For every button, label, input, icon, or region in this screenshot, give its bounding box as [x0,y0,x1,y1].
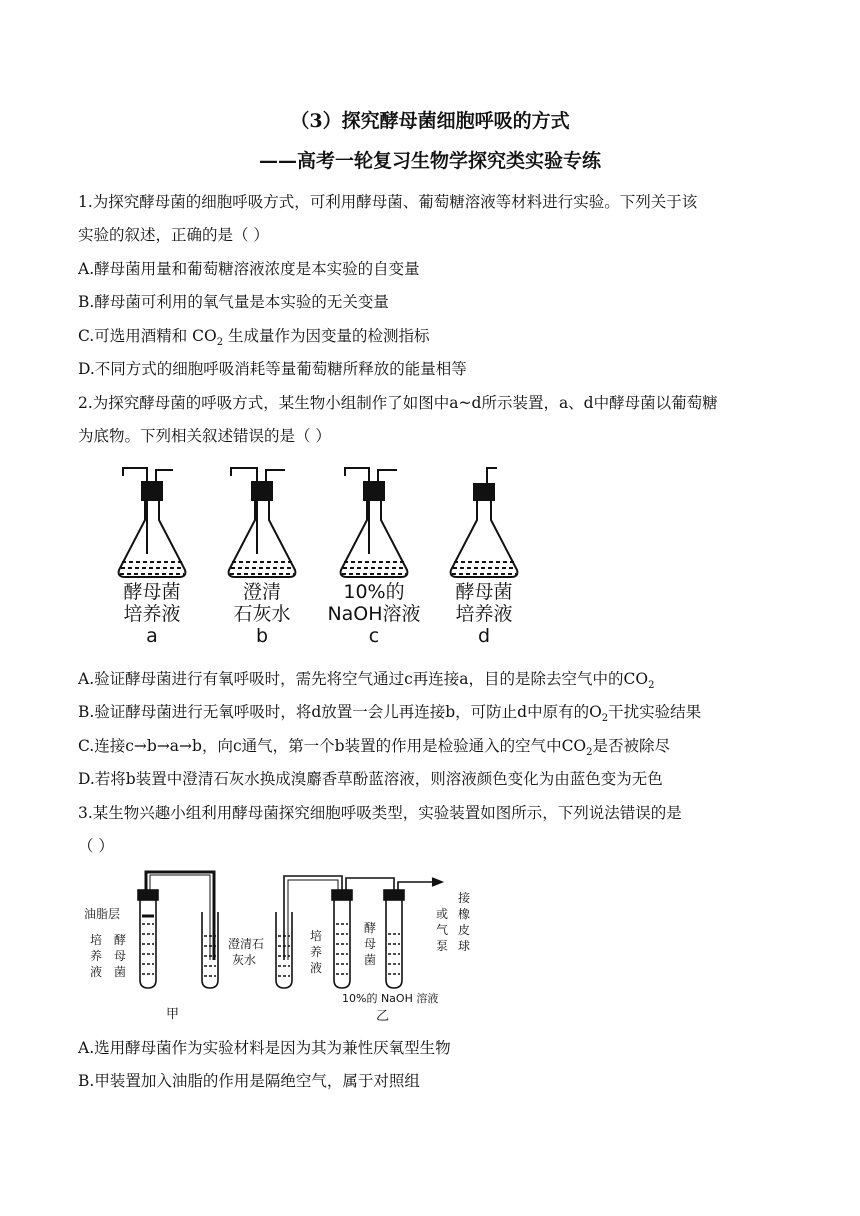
q1-option-a: A.酵母菌用量和葡萄糖溶液浓度是本实验的自变量 [78,260,420,278]
yeast-left-char1: 酵 [114,933,127,947]
lime-water-label1: 澄清石 [228,937,265,951]
flask-d-label2: 培养液 [455,603,513,625]
q3-option-b: B.甲装置加入油脂的作用是隔绝空气，属于对照组 [78,1072,420,1090]
q2-flasks-figure [105,462,545,650]
flask-a-label1: 酵母菌 [123,581,181,603]
flask-b-label1: 澄清 [242,581,282,603]
flask-b-label2: 石灰水 [233,603,291,625]
oil-layer-label: 油脂层 [84,907,121,921]
page-subtitle: ——高考一轮复习生物学探究类实验专练 [258,150,601,172]
q1-option-d: D.不同方式的细胞呼吸消耗等量葡萄糖所释放的能量相等 [78,360,467,378]
q2-stem-line1: 2.为探究酵母菌的呼吸方式，某生物小组制作了如图中a~d所示装置，a、d中酵母菌以葡萄糖 [78,394,718,412]
yeast-right-char1: 酵 [364,921,377,935]
q2-option-b: B.验证酵母菌进行无氧呼吸时，将d放置一会儿再连接b，可防止d中原有的$O_2$干扰实验结果 [78,703,702,725]
culture-right-char1: 培 [310,929,323,943]
q1-option-c: C.可选用酒精和 $CO_2$ 生成量作为因变量的检测指标 [78,327,430,349]
flask-b-letter: b [255,625,269,647]
flask-c [341,468,408,577]
flask-c-label1: 10%的 [343,581,405,603]
q1-stem-line2: 实验的叙述，正确的是（ ） [78,226,269,244]
pump-label-a1: 接 [458,891,471,905]
flask-a [119,468,186,577]
flask-c-letter: c [368,625,380,647]
flask-d [451,468,518,577]
q3-stem-line1: 3.某生物兴趣小组利用酵母菌探究细胞呼吸类型，实验装置如图所示，下列说法错误的是 [78,804,682,822]
q2-stem-line2: 为底物。下列相关叙述错误的是（ ） [78,427,331,445]
yeast-left-char3: 菌 [114,965,127,979]
flask-a-letter: a [146,625,158,647]
q3-stem-line2: （ ） [78,837,114,855]
lime-water-label2: 灰水 [232,953,257,967]
q3-apparatus-figure [80,860,490,1025]
pump-label-b3: 泵 [436,939,449,953]
q3-option-a: A.选用酵母菌作为实验材料是因为其为兼性厌氧型生物 [78,1039,451,1057]
yeast-right-char2: 母 [364,937,377,951]
yeast-right-char3: 菌 [364,953,377,967]
q1-stem-line1: 1.为探究酵母菌的细胞呼吸方式，可利用酵母菌、葡萄糖溶液等材料进行实验。下列关于该 [78,193,698,211]
page-title: （3）探究酵母菌细胞呼吸的方式 [290,110,570,132]
flask-d-label1: 酵母菌 [455,581,513,603]
pump-label-a4: 球 [458,939,471,953]
jia-apparatus [138,872,218,988]
pump-label-a2: 橡 [458,907,471,921]
culture-right-char3: 液 [310,961,323,975]
pump-label-b2: 气 [436,923,449,937]
q2-option-d: D.若将b装置中澄清石灰水换成溴麝香草酚蓝溶液，则溶液颜色变化为由蓝色变为无色 [78,770,663,788]
q2-option-c: C.连接c→b→a→b，向c通气，第一个b装置的作用是检验通入的空气中$CO_2$是否被除尽 [78,737,671,759]
apparatus-jia-label: 甲 [166,1007,180,1022]
pump-label-b1: 或 [436,907,449,921]
flask-b [229,468,296,577]
culture-right-char2: 养 [310,945,323,959]
q2-option-a: A.验证酵母菌进行有氧呼吸时，需先将空气通过c再连接a，目的是除去空气中的$CO_2$ [78,670,655,692]
culture-left-char2: 养 [90,949,103,963]
naoh-label: 10%的 NaOH 溶液 [342,992,439,1005]
pump-label-a3: 皮 [458,923,471,937]
yeast-left-char2: 母 [114,949,127,963]
culture-left-char1: 培 [90,933,103,947]
yi-apparatus [276,876,442,988]
apparatus-yi-label: 乙 [376,1009,390,1024]
flask-a-label2: 培养液 [123,603,181,625]
flask-c-label2: NaOH溶液 [327,603,421,625]
culture-left-char3: 液 [90,965,103,979]
flask-d-letter: d [477,625,491,647]
q1-option-b: B.酵母菌可利用的氧气量是本实验的无关变量 [78,293,389,311]
